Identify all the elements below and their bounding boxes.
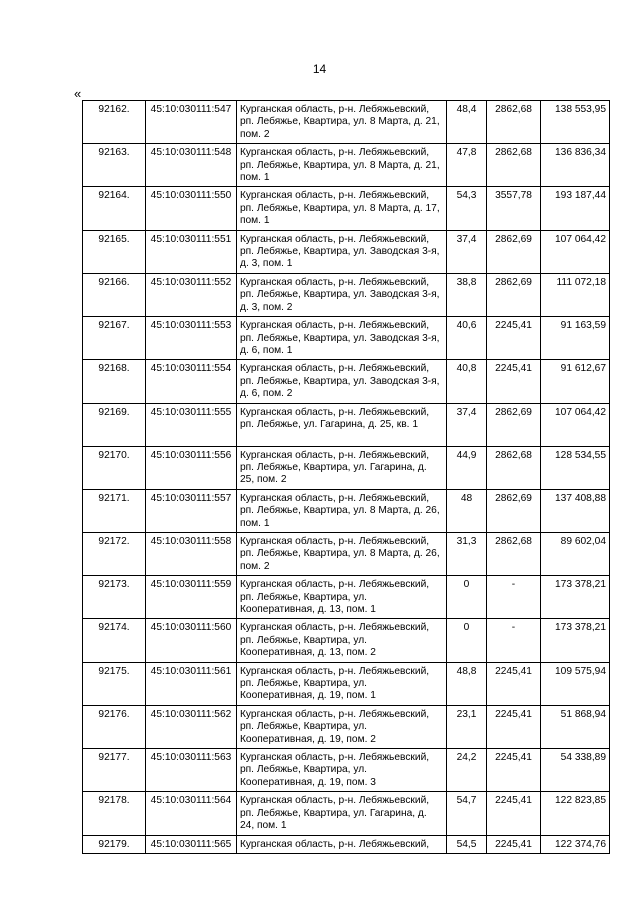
cadastral-value: 122 374,76 <box>541 835 610 853</box>
specific-value: 2245,41 <box>487 792 541 835</box>
table-body <box>83 101 610 854</box>
cadastral-number: 45:10:030111:556 <box>146 446 237 489</box>
cadastral-number: 45:10:030111:565 <box>146 835 237 853</box>
table-row <box>83 835 610 853</box>
table-row <box>83 576 610 619</box>
property-address: Курганская область, р-н. Лебяжьевский, рп. Лебяжье, Квартира, ул. Кооперативная, д. 19, пом. 3 <box>237 749 447 792</box>
property-address: Курганская область, р-н. Лебяжьевский, рп. Лебяжье, Квартира, ул. Кооперативная, д. 19, пом. 1 <box>237 662 447 705</box>
specific-value: 2245,41 <box>487 662 541 705</box>
cadastral-number: 45:10:030111:550 <box>146 187 237 230</box>
property-address: Курганская область, р-н. Лебяжьевский, рп. Лебяжье, Квартира, ул. Заводская 3-я, д. 3, пом. 1 <box>237 230 447 273</box>
area-value: 24,2 <box>447 749 487 792</box>
row-number: 92178. <box>83 792 146 835</box>
specific-value: 2862,69 <box>487 230 541 273</box>
area-value: 37,4 <box>447 230 487 273</box>
row-number: 92179. <box>83 835 146 853</box>
row-number: 92165. <box>83 230 146 273</box>
cadastral-value: 137 408,88 <box>541 489 610 532</box>
cadastral-value-table <box>82 100 610 854</box>
specific-value: 3557,78 <box>487 187 541 230</box>
property-address: Курганская область, р-н. Лебяжьевский, рп. Лебяжье, Квартира, ул. Заводская 3-я, д. 6, пом. 2 <box>237 360 447 403</box>
table-row <box>83 187 610 230</box>
cadastral-value: 111 072,18 <box>541 273 610 316</box>
cadastral-value: 51 868,94 <box>541 705 610 748</box>
opening-quote-mark: « <box>74 86 82 101</box>
row-number: 92176. <box>83 705 146 748</box>
area-value: 47,8 <box>447 144 487 187</box>
row-number: 92171. <box>83 489 146 532</box>
specific-value: 2245,41 <box>487 835 541 853</box>
area-value: 37,4 <box>447 403 487 446</box>
cadastral-value: 173 378,21 <box>541 619 610 662</box>
area-value: 48,8 <box>447 662 487 705</box>
property-address: Курганская область, р-н. Лебяжьевский, рп. Лебяжье, Квартира, ул. Заводская 3-я, д. 3, пом. 2 <box>237 273 447 316</box>
area-value: 31,3 <box>447 532 487 575</box>
row-number: 92174. <box>83 619 146 662</box>
area-value: 54,5 <box>447 835 487 853</box>
cadastral-number: 45:10:030111:551 <box>146 230 237 273</box>
specific-value: 2245,41 <box>487 317 541 360</box>
property-address: Курганская область, р-н. Лебяжьевский, рп. Лебяжье, Квартира, ул. 8 Марта, д. 17, пом. 1 <box>237 187 447 230</box>
specific-value: 2245,41 <box>487 749 541 792</box>
cadastral-value: 107 064,42 <box>541 403 610 446</box>
area-value: 40,6 <box>447 317 487 360</box>
area-value: 0 <box>447 619 487 662</box>
table-row <box>83 273 610 316</box>
property-address: Курганская область, р-н. Лебяжьевский, рп. Лебяжье, Квартира, ул. 8 Марта, д. 26, пом. 2 <box>237 532 447 575</box>
area-value: 54,3 <box>447 187 487 230</box>
cadastral-value: 173 378,21 <box>541 576 610 619</box>
property-address: Курганская область, р-н. Лебяжьевский, рп. Лебяжье, Квартира, ул. 8 Марта, д. 21, пом. 1 <box>237 144 447 187</box>
cadastral-value: 193 187,44 <box>541 187 610 230</box>
property-address: Курганская область, р-н. Лебяжьевский, рп. Лебяжье, Квартира, ул. Заводская 3-я, д. 6, пом. 1 <box>237 317 447 360</box>
specific-value: 2862,69 <box>487 403 541 446</box>
row-number: 92162. <box>83 101 146 144</box>
property-address: Курганская область, р-н. Лебяжьевский, рп. Лебяжье, ул. Гагарина, д. 25, кв. 1 <box>237 403 447 446</box>
table-row <box>83 403 610 446</box>
row-number: 92166. <box>83 273 146 316</box>
cadastral-value: 91 163,59 <box>541 317 610 360</box>
specific-value: 2245,41 <box>487 360 541 403</box>
row-number: 92169. <box>83 403 146 446</box>
property-address: Курганская область, р-н. Лебяжьевский, <box>237 835 447 853</box>
area-value: 0 <box>447 576 487 619</box>
row-number: 92167. <box>83 317 146 360</box>
area-value: 48,4 <box>447 101 487 144</box>
table-row <box>83 446 610 489</box>
specific-value: 2862,68 <box>487 144 541 187</box>
table-row <box>83 532 610 575</box>
cadastral-number: 45:10:030111:548 <box>146 144 237 187</box>
area-value: 23,1 <box>447 705 487 748</box>
area-value: 54,7 <box>447 792 487 835</box>
row-number: 92175. <box>83 662 146 705</box>
table-row <box>83 230 610 273</box>
specific-value: 2862,68 <box>487 101 541 144</box>
row-number: 92163. <box>83 144 146 187</box>
specific-value: 2862,69 <box>487 489 541 532</box>
cadastral-number: 45:10:030111:558 <box>146 532 237 575</box>
table-row <box>83 619 610 662</box>
specific-value: 2862,68 <box>487 446 541 489</box>
row-number: 92164. <box>83 187 146 230</box>
cadastral-number: 45:10:030111:553 <box>146 317 237 360</box>
cadastral-value: 91 612,67 <box>541 360 610 403</box>
table-row <box>83 705 610 748</box>
cadastral-value: 122 823,85 <box>541 792 610 835</box>
area-value: 40,8 <box>447 360 487 403</box>
property-address: Курганская область, р-н. Лебяжьевский, рп. Лебяжье, Квартира, ул. 8 Марта, д. 21, пом. 2 <box>237 101 447 144</box>
row-number: 92168. <box>83 360 146 403</box>
area-value: 38,8 <box>447 273 487 316</box>
specific-value: 2862,68 <box>487 532 541 575</box>
cadastral-number: 45:10:030111:561 <box>146 662 237 705</box>
row-number: 92177. <box>83 749 146 792</box>
specific-value: 2245,41 <box>487 705 541 748</box>
specific-value: - <box>487 576 541 619</box>
cadastral-number: 45:10:030111:557 <box>146 489 237 532</box>
property-address: Курганская область, р-н. Лебяжьевский, рп. Лебяжье, Квартира, ул. Кооперативная, д. 13, пом. 2 <box>237 619 447 662</box>
cadastral-value: 136 836,34 <box>541 144 610 187</box>
page-number: 14 <box>312 62 327 76</box>
cadastral-number: 45:10:030111:562 <box>146 705 237 748</box>
table-row <box>83 144 610 187</box>
area-value: 44,9 <box>447 446 487 489</box>
table-row <box>83 749 610 792</box>
cadastral-number: 45:10:030111:559 <box>146 576 237 619</box>
property-address: Курганская область, р-н. Лебяжьевский, рп. Лебяжье, Квартира, ул. Гагарина, д. 25, пом. 2 <box>237 446 447 489</box>
table-row <box>83 792 610 835</box>
specific-value: 2862,69 <box>487 273 541 316</box>
cadastral-value: 109 575,94 <box>541 662 610 705</box>
cadastral-value: 128 534,55 <box>541 446 610 489</box>
cadastral-value: 138 553,95 <box>541 101 610 144</box>
cadastral-number: 45:10:030111:560 <box>146 619 237 662</box>
property-address: Курганская область, р-н. Лебяжьевский, рп. Лебяжье, Квартира, ул. Гагарина, д. 24, пом. 1 <box>237 792 447 835</box>
cadastral-number: 45:10:030111:552 <box>146 273 237 316</box>
row-number: 92172. <box>83 532 146 575</box>
cadastral-value: 107 064,42 <box>541 230 610 273</box>
table-row <box>83 360 610 403</box>
table-row <box>83 662 610 705</box>
specific-value: - <box>487 619 541 662</box>
area-value: 48 <box>447 489 487 532</box>
cadastral-value: 54 338,89 <box>541 749 610 792</box>
property-address: Курганская область, р-н. Лебяжьевский, рп. Лебяжье, Квартира, ул. 8 Марта, д. 26, пом. 1 <box>237 489 447 532</box>
cadastral-number: 45:10:030111:555 <box>146 403 237 446</box>
cadastral-number: 45:10:030111:547 <box>146 101 237 144</box>
row-number: 92170. <box>83 446 146 489</box>
cadastral-value: 89 602,04 <box>541 532 610 575</box>
property-address: Курганская область, р-н. Лебяжьевский, рп. Лебяжье, Квартира, ул. Кооперативная, д. 19, пом. 2 <box>237 705 447 748</box>
table-row <box>83 101 610 144</box>
table-row <box>83 317 610 360</box>
property-address: Курганская область, р-н. Лебяжьевский, рп. Лебяжье, Квартира, ул. Кооперативная, д. 13, пом. 1 <box>237 576 447 619</box>
cadastral-number: 45:10:030111:563 <box>146 749 237 792</box>
row-number: 92173. <box>83 576 146 619</box>
cadastral-number: 45:10:030111:554 <box>146 360 237 403</box>
cadastral-number: 45:10:030111:564 <box>146 792 237 835</box>
table-row <box>83 489 610 532</box>
